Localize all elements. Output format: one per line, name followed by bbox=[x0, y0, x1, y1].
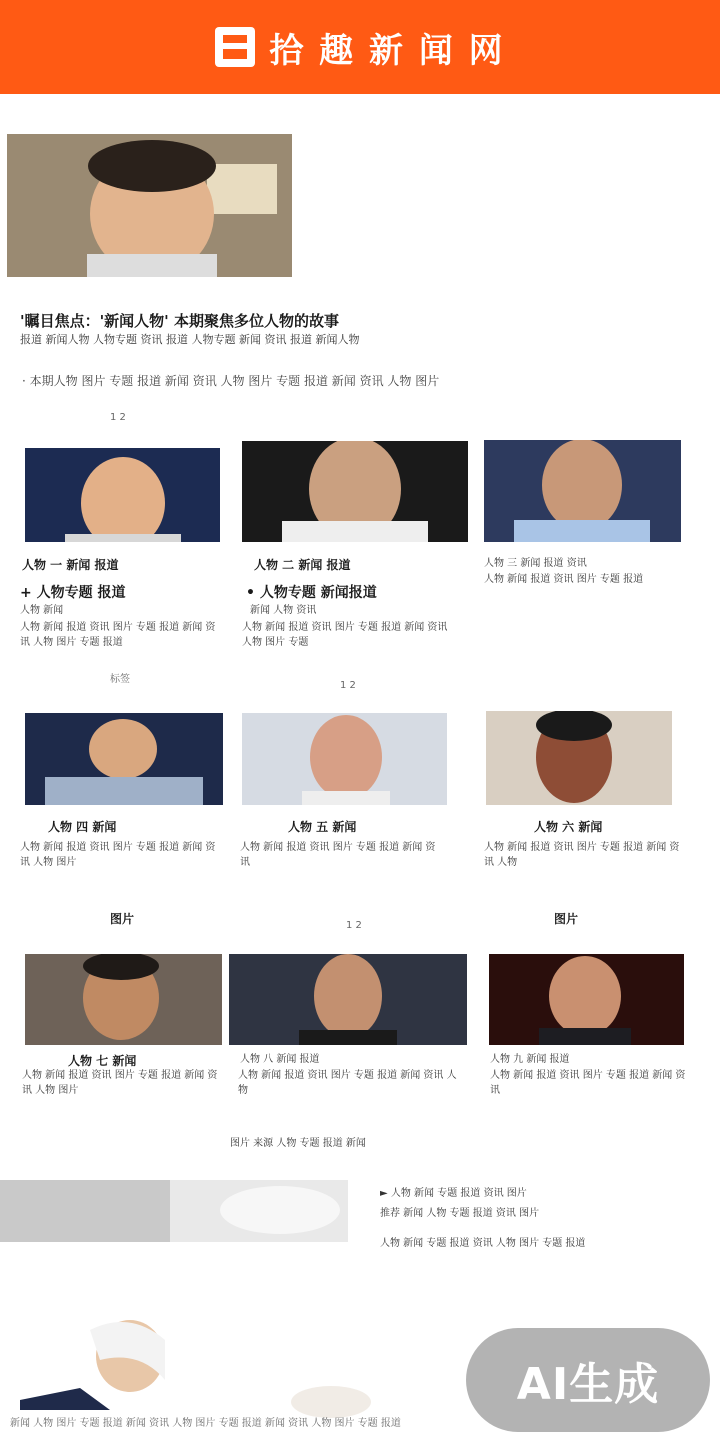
card-2-kicker: 新闻 人物 资讯 bbox=[250, 605, 317, 616]
card-6-body: 人物 新闻 报道 资讯 图片 专题 报道 新闻 资讯 人物 bbox=[484, 842, 680, 868]
promo-line-3: 人物 新闻 专题 报道 资讯 人物 图片 专题 报道 bbox=[380, 1238, 586, 1249]
promo-photo[interactable] bbox=[0, 1180, 348, 1242]
card-3-body: 人物 新闻 报道 资讯 图片 专题 报道 bbox=[484, 574, 644, 585]
card-3-title[interactable]: 人物 三 新闻 报道 资讯 bbox=[484, 558, 587, 569]
card-1-tag: 标签 bbox=[110, 674, 130, 685]
card-2-big[interactable]: • 人物专题 新闻报道 bbox=[246, 585, 377, 601]
card-5-tag: 1 2 bbox=[346, 920, 362, 931]
site-title: 拾 趣 新 闻 网 bbox=[269, 30, 505, 71]
ai-generated-watermark: AI生成 bbox=[466, 1328, 710, 1432]
card-6-tag: 图片 bbox=[554, 912, 579, 926]
card-2-photo[interactable] bbox=[242, 441, 468, 542]
card-4-tag: 图片 bbox=[110, 912, 135, 926]
card-9-title[interactable]: 人物 九 新闻 报道 bbox=[490, 1054, 570, 1065]
bottom-strip: 新闻 人物 图片 专题 报道 新闻 资讯 人物 图片 专题 报道 新闻 资讯 人物 图片 专题 报道 bbox=[10, 1418, 401, 1429]
card-4-photo[interactable] bbox=[25, 713, 223, 805]
lead-subline: 报道 新闻人物 人物专题 资讯 报道 人物专题 新闻 资讯 报道 新闻人物 bbox=[20, 333, 360, 346]
promo-line-2: 推荐 新闻 人物 专题 报道 资讯 图片 bbox=[380, 1208, 540, 1219]
lead-summary: · 本期人物 图片 专题 报道 新闻 资讯 人物 图片 专题 报道 新闻 资讯 人物 图片 bbox=[22, 374, 440, 388]
card-8-body: 人物 新闻 报道 资讯 图片 专题 报道 新闻 资讯 人物 bbox=[238, 1070, 457, 1096]
card-2-body: 人物 新闻 报道 资讯 图片 专题 报道 新闻 资讯 人物 图片 专题 bbox=[242, 622, 448, 648]
card-4-title[interactable]: 人物 四 新闻 bbox=[48, 820, 117, 834]
card-1-body: 人物 新闻 报道 资讯 图片 专题 报道 新闻 资讯 人物 图片 专题 报道 bbox=[20, 622, 216, 648]
card-7-body: 人物 新闻 报道 资讯 图片 专题 报道 新闻 资讯 人物 图片 bbox=[22, 1070, 218, 1096]
lead-headline[interactable]: '瞩目焦点：'新闻人物' 本期聚焦多位人物的故事 bbox=[20, 312, 340, 330]
card-5-photo[interactable] bbox=[242, 713, 447, 805]
card-7-title[interactable]: 人物 七 新闻 bbox=[68, 1054, 137, 1068]
card-1-kicker: 人物 新闻 bbox=[20, 605, 64, 616]
footer-caption: 图片 来源 人物 专题 报道 新闻 bbox=[230, 1138, 366, 1149]
card-3-photo[interactable] bbox=[484, 440, 681, 542]
site-header bbox=[0, 0, 720, 94]
card-1-title[interactable]: 人物 一 新闻 报道 bbox=[22, 558, 119, 572]
card-6-title[interactable]: 人物 六 新闻 bbox=[534, 820, 603, 834]
card-7-photo[interactable] bbox=[25, 954, 222, 1045]
card-5-body: 人物 新闻 报道 资讯 图片 专题 报道 新闻 资讯 bbox=[240, 842, 436, 868]
lead-photo[interactable] bbox=[7, 134, 292, 277]
card-9-photo[interactable] bbox=[489, 954, 684, 1045]
card-8-photo[interactable] bbox=[229, 954, 467, 1045]
promo-line-1[interactable]: ► 人物 新闻 专题 报道 资讯 图片 bbox=[380, 1188, 527, 1199]
card-8-title[interactable]: 人物 八 新闻 报道 bbox=[240, 1054, 320, 1065]
card-4-body: 人物 新闻 报道 资讯 图片 专题 报道 新闻 资讯 人物 图片 bbox=[20, 842, 216, 868]
bottom-sketch bbox=[286, 1378, 376, 1418]
bottom-illustration bbox=[20, 1310, 170, 1410]
card-6-photo[interactable] bbox=[486, 711, 672, 805]
lead-marker: 1 2 bbox=[110, 412, 126, 423]
card-1-big[interactable]: + 人物专题 报道 bbox=[20, 585, 126, 601]
card-1-photo[interactable] bbox=[25, 448, 220, 542]
card-5-title[interactable]: 人物 五 新闻 bbox=[288, 820, 357, 834]
card-2-tag: 1 2 bbox=[340, 680, 356, 691]
card-9-body: 人物 新闻 报道 资讯 图片 专题 报道 新闻 资讯 bbox=[490, 1070, 686, 1096]
news-logo-icon[interactable] bbox=[215, 27, 255, 67]
card-2-title[interactable]: 人物 二 新闻 报道 bbox=[254, 558, 351, 572]
